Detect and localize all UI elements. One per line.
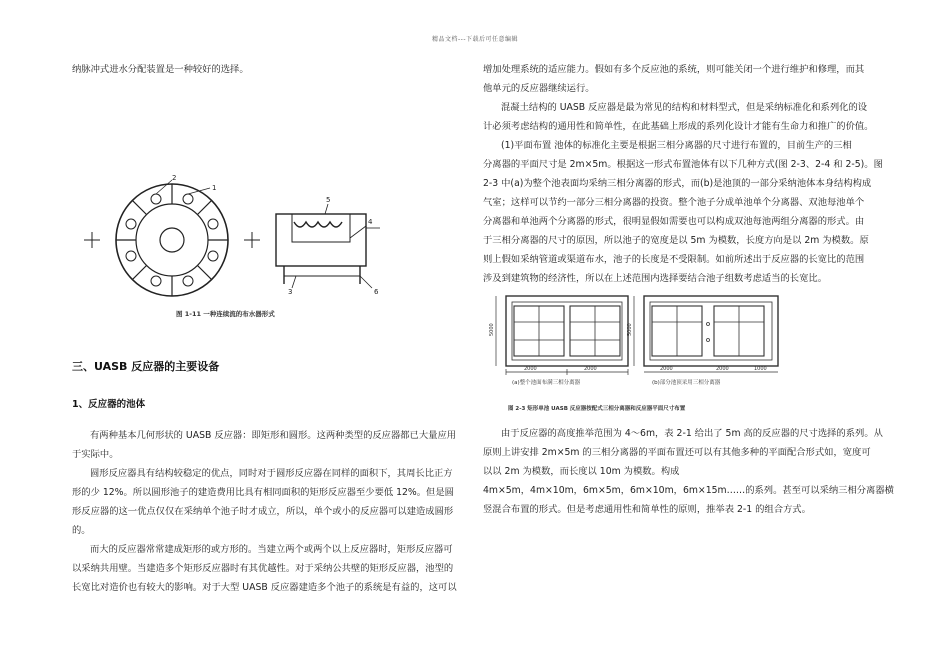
left-para3-line3: 长宽比对造价也有较大的影响。对于大型 UASB 反应器建造多个池子的系统是有益的，这可以 xyxy=(72,582,457,593)
layout-a xyxy=(496,296,628,375)
tank-layout-figure xyxy=(484,290,794,386)
label-1: 1 xyxy=(212,184,217,192)
left-intro: 纳脉冲式进水分配装置是一种较好的选择。 xyxy=(72,64,249,75)
label-6: 6 xyxy=(374,288,379,296)
section-title: 三、UASB 反应器的主要设备 xyxy=(72,360,220,373)
right-para3-line2: 分离器的平面尺寸是 2m×5m。根据这一形式布置池体有以下几种方式(图 2-3、2-4 和 2-5)。图 xyxy=(483,159,883,170)
figure-2-3-caption: 图 2-3 矩形单池 UASB 反应器按配式三相分离器和反应器平面尺寸布置 xyxy=(508,406,686,412)
right-para3-line4: 气室；这样可以节约一部分三相分离器的投资。整个池子分成单池单个分离器、双池每池单个 xyxy=(483,197,865,208)
right-para4-line5: 竖混合布置的形式。但是考虑通用性和简单性的原则，推举表 2-1 的组合方式。 xyxy=(483,504,811,515)
side-view xyxy=(276,204,380,288)
left-para1-line1: 有两种基本几何形状的 UASB 反应器：即矩形和圆形。这两种类型的反应器都已大量应用 xyxy=(90,430,457,441)
right-para4-line2: 原则上讲安排 2m×5m 的三相分离器的平面布置还可以有其他多种的平面配合形式如，宽度可 xyxy=(483,447,871,458)
left-para2-line2: 形的少 12%。所以圆形池子的建造费用比具有相同面积的矩形反应器至少要低 12%。但是圆 xyxy=(72,487,454,498)
right-para1-line2: 他单元的反应器继续运行。 xyxy=(483,83,595,94)
right-para2-line2: 计必须考虑结构的通用性和简单性，在此基础上形成的系列化设计才能有生命力和推广的价值。 xyxy=(483,121,874,132)
figure-sub-a: (a)整个池面布满三相分离器 xyxy=(512,380,581,386)
dim-5000-a: 5000 xyxy=(489,323,495,336)
left-para3-line1: 而大的反应器常常建成矩形的或方形的。当建立两个或两个以上反应器时，矩形反应器可 xyxy=(90,544,453,555)
right-para4-line3: 以以 2m 为模数，而长度以 10m 为模数。构成 xyxy=(483,466,680,477)
left-para2-line3: 形反应器的这一优点仅仅在采纳单个池子时才成立，所以，单个或小的反应器可以建造成圆形 xyxy=(72,506,454,517)
label-5: 5 xyxy=(326,196,331,204)
dim-a-1: 2000 xyxy=(524,366,537,372)
figure-sub-b: (b)部分池顶采用三相分离器 xyxy=(652,380,721,386)
label-3: 3 xyxy=(288,288,293,296)
right-para2-line1: 混凝土结构的 UASB 反应器是最为常见的结构和材料型式，但是采纳标准化和系列化的设 xyxy=(501,102,868,113)
right-para1-line1: 增加处理系统的适应能力。假如有多个反应池的系统，则可能关闭一个进行维护和修理，而其 xyxy=(483,64,865,75)
left-para2-line1: 圆形反应器具有结构较稳定的优点，同时对于圆形反应器在同样的面积下，其周长比正方 xyxy=(90,468,453,479)
dim-a-2: 2000 xyxy=(584,366,597,372)
figure-1-11-caption: 图 1-11 一种连续流的布水器形式 xyxy=(176,310,275,318)
right-para3-line6: 于三相分离器的尺寸的原因，所以池子的宽度是以 5m 为模数，长度方向是以 2m 为模数。原 xyxy=(483,235,869,246)
right-para3-line3: 2-3 中(a)为整个池表面均采纳三相分离器的形式，而(b)是池顶的一部分采纳池体本身结构构成 xyxy=(483,178,872,189)
dim-b-1: 2000 xyxy=(660,366,673,372)
dim-b-3: 1000 xyxy=(754,366,767,372)
right-para3-line7: 则上假如采纳管道或渠道布水，池子的长度是不受限制。如前所述出于反应器的长宽比的范围 xyxy=(483,254,865,265)
dim-b-2: 2000 xyxy=(716,366,729,372)
left-para3-line2: 以采纳共用壁。当建造多个矩形反应器时有其优越性。对于采纳公共壁的矩形反应器，池型的 xyxy=(72,563,454,574)
right-para3-line1: (1)平面布置 池体的标准化主要是根据三相分离器的尺寸进行布置的，目前生产的三相 xyxy=(501,140,852,151)
layout-b xyxy=(634,296,778,372)
page-header: 精品文档---下载后可任意编辑 xyxy=(432,36,518,43)
right-para3-line8: 涉及到建筑物的经济性，所以在上述范围内选择要结合池子组数考虑适当的长宽比。 xyxy=(483,273,827,284)
right-para3-line5: 分离器和单池两个分离器的形式，很明显假如需要也可以构成双池每池两组分离器的形式。由 xyxy=(483,216,865,227)
left-para2-line4: 的。 xyxy=(72,525,91,536)
circular-distributor xyxy=(84,180,260,296)
distributor-figure xyxy=(80,168,400,308)
label-4: 4 xyxy=(368,218,373,226)
subsection-title: 1、反应器的池体 xyxy=(72,399,146,410)
left-para1-line2: 于实际中。 xyxy=(72,449,119,460)
right-para4-line1: 由于反应器的高度推举范围为 4～6m，表 2-1 给出了 5m 高的反应器的尺寸选择的系列。从 xyxy=(501,428,883,439)
label-2: 2 xyxy=(172,174,177,182)
right-para4-line4: 4m×5m，4m×10m，6m×5m，6m×10m，6m×15m……的系列。甚至可以采纳三相分离器横 xyxy=(483,485,894,496)
dim-5000-b: 5000 xyxy=(627,323,633,336)
